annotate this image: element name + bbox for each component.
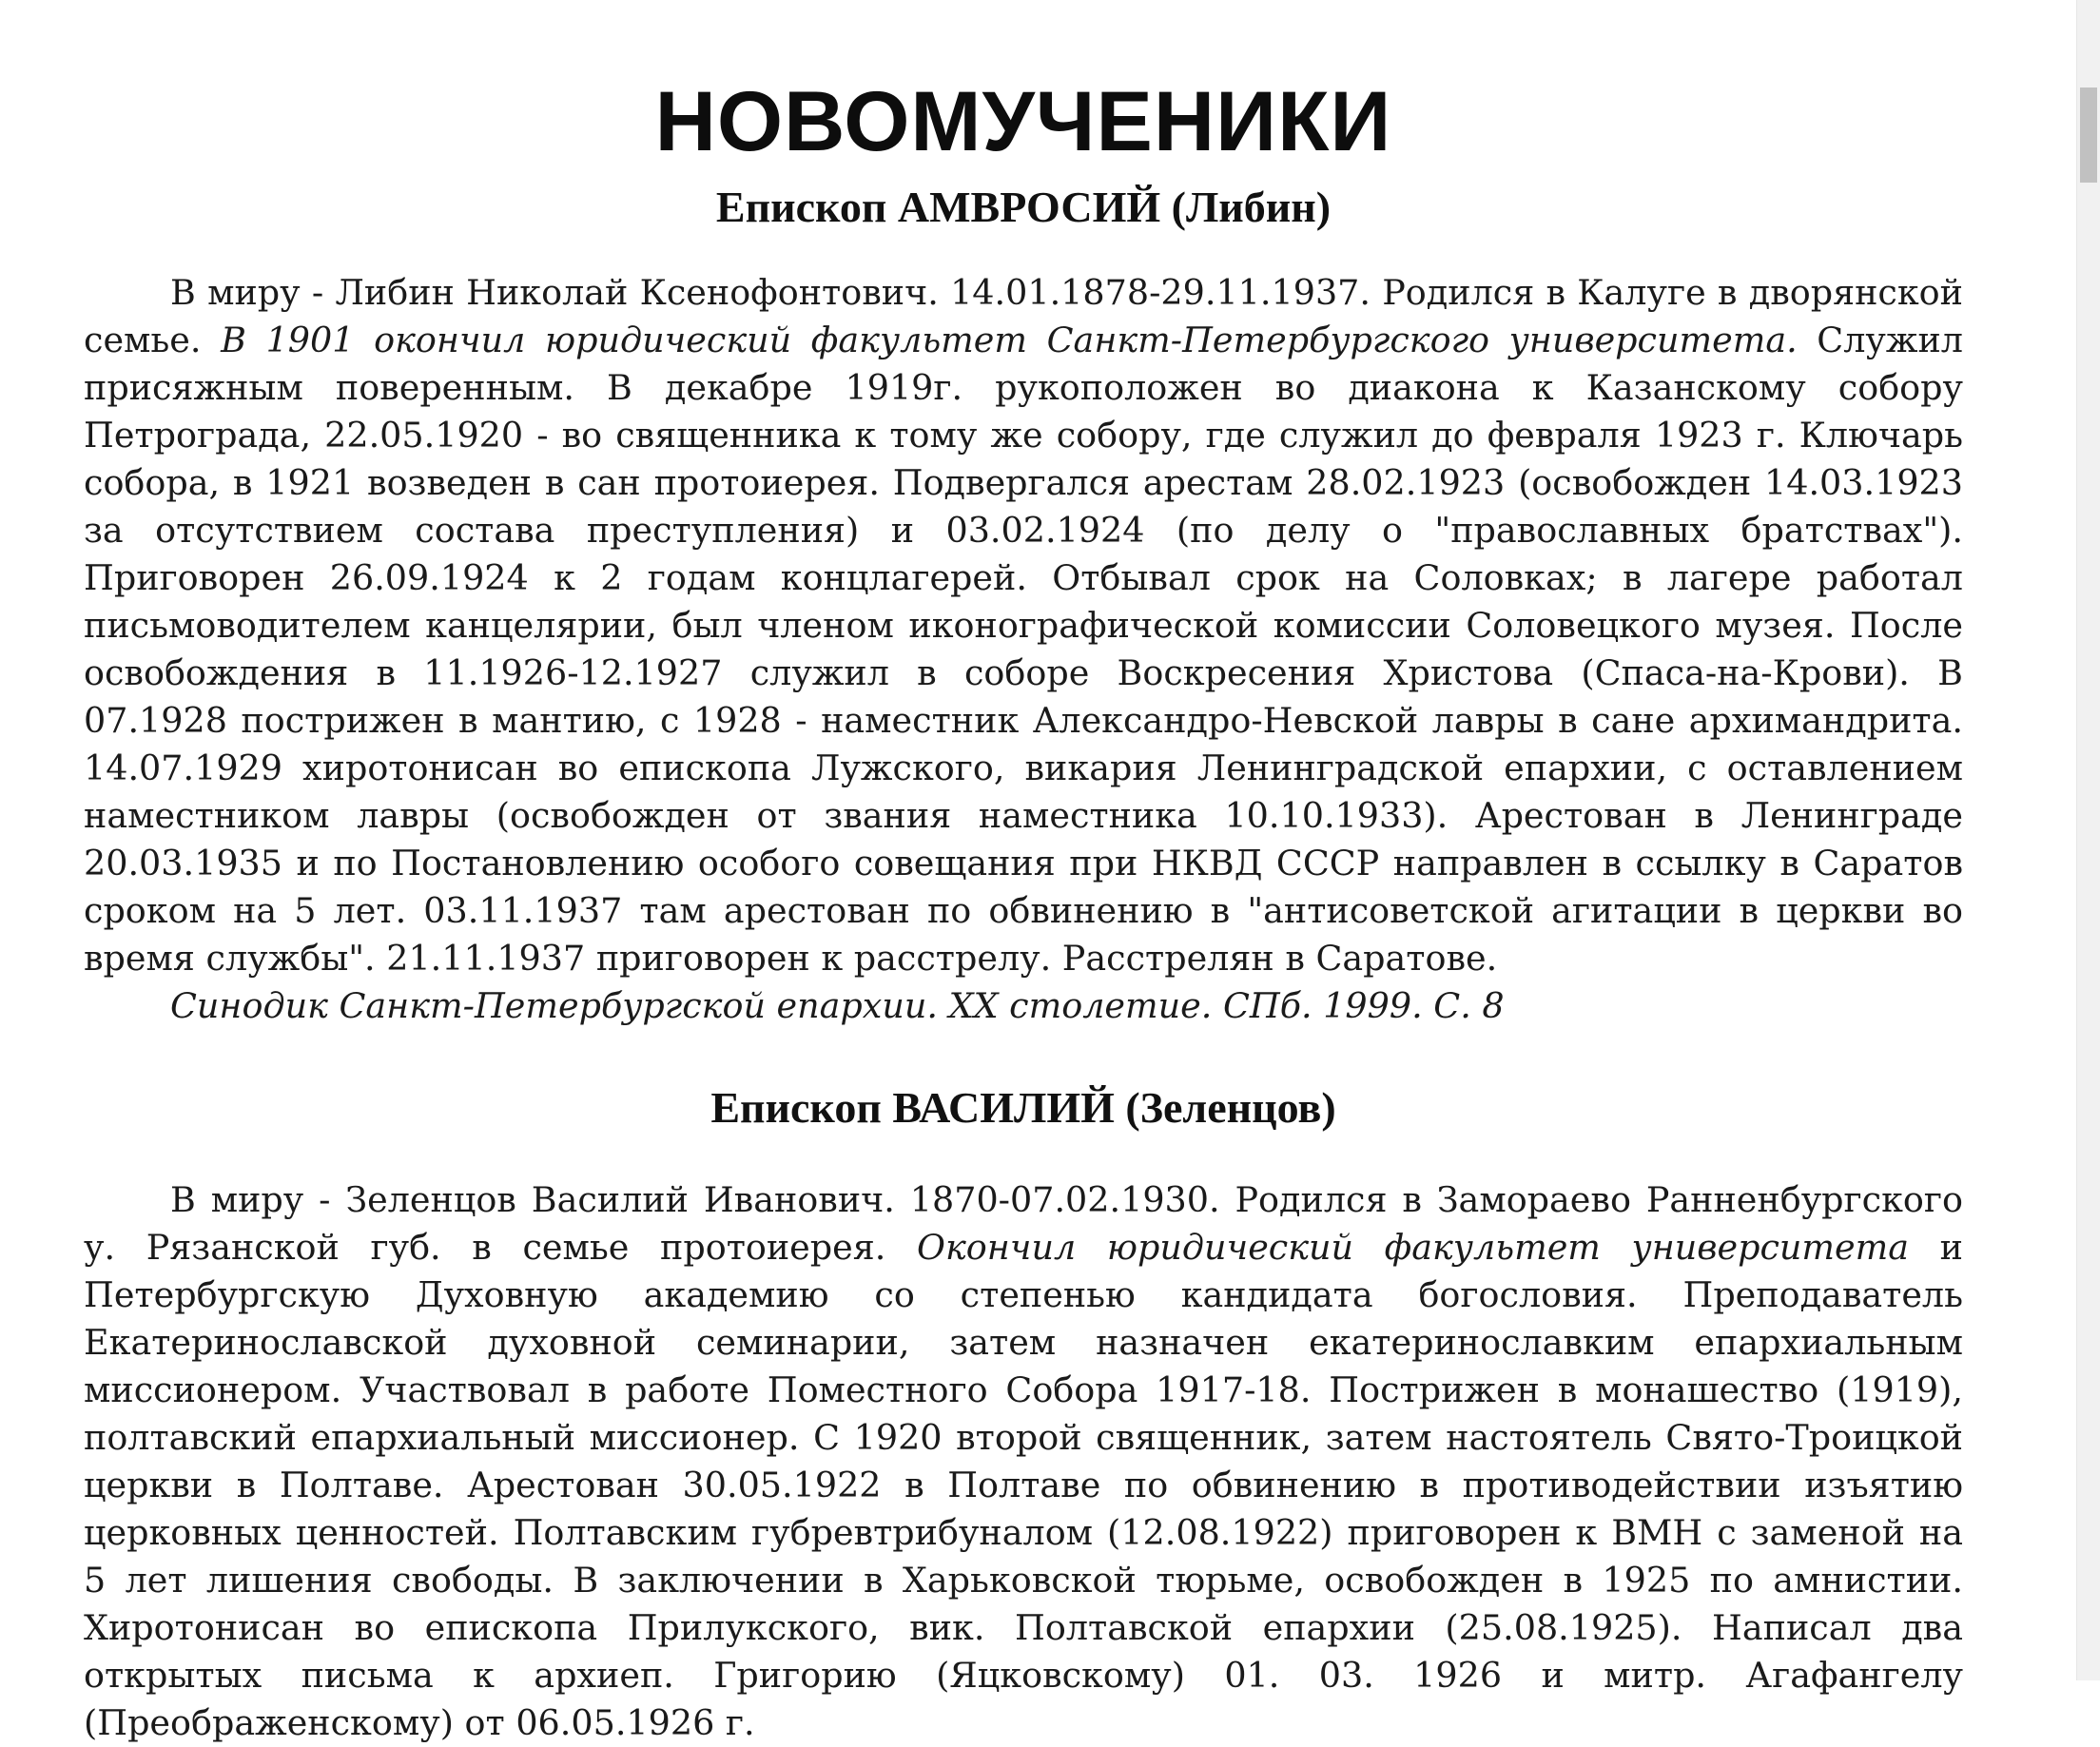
- bio-paragraph: [84, 269, 1963, 982]
- bio-section-vasiliy: [84, 1079, 1963, 1747]
- bio-text-rest: и Петербургскую Духовную академию со степенью кандидата богословия. Преподаватель Екатеринославской духовной семинарии, затем назначен екатеринославким епархиальным миссионером. Участвовал в работе Поместного Собора 1917-18. Пострижен в монашество (1919), полтавский епархиальный миссионер. С 1920 второй священник, затем настоятель Свято-Троицкой церкви в Полтаве. Арестован 30.05.1922 в Полтаве по обвинению в противодействии изъятию церковных ценностей. Полтавским губревтрибуналом (12.08.1922) приговорен к ВМН с заменой на 5 лет лишения свободы. В заключении в Харьковской тюрьме, освобожден в 1925 по амнистии. Хиротонисан во епископа Прилукского, вик. Полтавской епархии (25.08.1925). Написал два открытых письма к архиеп. Григорию (Яцковскому) 01. 03. 1926 и митр. Агафангелу (Преображенскому) от 06.05.1926 г.: [84, 1227, 1963, 1743]
- bio-text-start: В миру - Зеленцов Василий Иванович. 1870-07.02.1930. Родился в Замораево Ранненбургского у. Рязанской губ. в семье протоиерея.: [84, 1179, 1963, 1268]
- page-title: НОВОМУЧЕНИКИ: [654, 73, 1392, 168]
- scrollbar-top-edge: [2077, 0, 2100, 8]
- bio-text-italic: Окончил юридический факультет университета: [917, 1227, 1910, 1268]
- bio-heading: Епископ ВАСИЛИЙ (Зеленцов): [710, 1083, 1336, 1132]
- bio-text-rest: Служил присяжным поверенным. В декабре 1919г. рукоположен во диакона к Казанскому собору Петрограда, 22.05.1920 - во священника к тому же собору, где служил до февраля 1923 г. Ключарь собора, в 1921 возведен в сан протоиерея. Подвергался арестам 28.02.1923 (освобожден 14.03.1923 за отсутствием состава преступления) и 03.02.1924 (по делу о "православных братствах"). Приговорен 26.09.1924 к 2 годам концлагерей. Отбывал срок на Соловках; в лагере работал письмоводителем канцелярии, был членом иконографической комиссии Соловецкого музея. После освобождения в 11.1926-12.1927 служил в соборе Воскресения Христова (Спаса-на-Крови). В 07.1928 пострижен в мантию, с 1928 - наместник Александро-Невской лавры в сане архимандрита. 14.07.1929 хиротонисан во епископа Лужского, викария Ленинградской епархии, с оставлением наместником лавры (освобожден от звания наместника 10.10.1933). Арестован в Ленинграде 20.03.1935 и по Постановлению особого совещания при НКВД СССР направлен в ссылку в Саратов сроком на 5 лет. 03.11.1937 там арестован по обвинению в "антисоветской агитации в церкви во время службы". 21.11.1937 приговорен к расстрелу. Расстрелян в Саратове.: [84, 320, 1963, 979]
- vertical-scrollbar[interactable]: [2076, 0, 2100, 1680]
- bio-heading: Епископ АМВРОСИЙ (Либин): [715, 183, 1332, 231]
- bio-text-start: В миру - Либин Николай Ксенофонтович. 14.01.1878-29.11.1937. Родился в Калуге в дворянской семье.: [84, 272, 1963, 360]
- page-content: [84, 65, 1963, 1747]
- bio-source-citation: Синодик Санкт-Петербургской епархии. XX столетие. СПб. 1999. С. 8: [170, 985, 1505, 1026]
- bio-text-italic: В 1901 окончил юридический факультет Санкт-Петербургского университета.: [221, 320, 1798, 360]
- bio-section-ambrosiy: [84, 179, 1963, 1030]
- bio-paragraph: [84, 1176, 1963, 1747]
- scrollbar-thumb[interactable]: [2080, 87, 2097, 183]
